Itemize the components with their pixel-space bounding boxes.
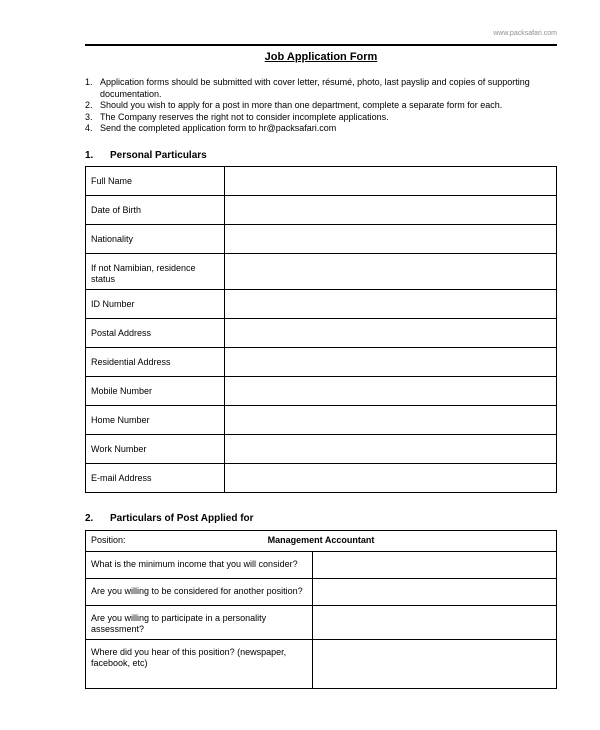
header-rule bbox=[85, 44, 557, 46]
table-row bbox=[86, 605, 556, 639]
instruction-text: Application forms should be submitted with cover letter, résumé, photo, last payslip and copies of supporting documentation. bbox=[100, 77, 530, 99]
personal-particulars-table bbox=[85, 166, 557, 493]
instruction-text: Send the completed application form to hr@packsafari.com bbox=[100, 123, 337, 133]
post-applied-table bbox=[85, 530, 557, 689]
website-url: www.packsafari.com bbox=[493, 30, 557, 37]
section-number: 1. bbox=[85, 150, 94, 161]
table-row bbox=[86, 551, 556, 578]
field-input-area[interactable] bbox=[225, 167, 556, 195]
field-input-area[interactable] bbox=[225, 377, 556, 405]
section-title: Particulars of Post Applied for bbox=[110, 513, 254, 524]
field-label: What is the minimum income that you will consider? bbox=[86, 552, 313, 578]
field-input-area[interactable] bbox=[313, 552, 556, 578]
section-2-heading bbox=[85, 513, 254, 524]
table-row bbox=[86, 253, 556, 289]
field-input-area[interactable] bbox=[225, 464, 556, 492]
field-label: Full Name bbox=[86, 167, 225, 195]
field-input-area[interactable] bbox=[225, 290, 556, 318]
section-number: 2. bbox=[85, 513, 94, 524]
table-row bbox=[86, 376, 556, 405]
table-row bbox=[86, 318, 556, 347]
table-row bbox=[86, 463, 556, 492]
instruction-text: Should you wish to apply for a post in more than one department, complete a separate form for each. bbox=[100, 100, 503, 110]
instruction-number: 4. bbox=[85, 123, 93, 133]
table-row bbox=[86, 578, 556, 605]
field-label: Are you willing to participate in a personality assessment? bbox=[86, 606, 313, 639]
field-label: E-mail Address bbox=[86, 464, 225, 492]
field-label: Mobile Number bbox=[86, 377, 225, 405]
field-input-area[interactable] bbox=[313, 640, 556, 688]
field-input-area[interactable] bbox=[225, 196, 556, 224]
table-row bbox=[86, 347, 556, 376]
table-row bbox=[86, 289, 556, 318]
field-input-area[interactable] bbox=[313, 579, 556, 605]
field-label: Where did you hear of this position? (newspaper, facebook, etc) bbox=[86, 640, 313, 688]
position-label: Position: bbox=[91, 535, 126, 545]
field-label: Residential Address bbox=[86, 348, 225, 376]
field-input-area[interactable] bbox=[225, 435, 556, 463]
section-title: Personal Particulars bbox=[110, 150, 207, 161]
instruction-item bbox=[85, 100, 557, 112]
field-input-area[interactable] bbox=[313, 606, 556, 639]
section-1-heading bbox=[85, 150, 207, 161]
instruction-number: 1. bbox=[85, 77, 93, 87]
instruction-text: The Company reserves the right not to consider incomplete applications. bbox=[100, 111, 389, 122]
table-row bbox=[86, 405, 556, 434]
field-input-area[interactable] bbox=[225, 319, 556, 347]
field-label: Postal Address bbox=[86, 319, 225, 347]
field-input-area[interactable] bbox=[225, 254, 556, 289]
field-label: ID Number bbox=[86, 290, 225, 318]
instruction-item bbox=[85, 77, 557, 100]
field-label: If not Namibian, residence status bbox=[86, 254, 225, 289]
field-input-area[interactable] bbox=[225, 348, 556, 376]
field-input-area[interactable] bbox=[225, 225, 556, 253]
position-value: Management Accountant bbox=[267, 535, 375, 545]
table-row bbox=[86, 195, 556, 224]
field-label: Nationality bbox=[86, 225, 225, 253]
instruction-item bbox=[85, 123, 557, 135]
table-row bbox=[86, 434, 556, 463]
table-row bbox=[86, 639, 556, 688]
instructions-list bbox=[85, 77, 557, 135]
field-input-area[interactable] bbox=[225, 406, 556, 434]
position-row bbox=[86, 531, 556, 551]
instruction-number: 3. bbox=[85, 111, 93, 122]
document-title: Job Application Form bbox=[264, 51, 378, 63]
instruction-number: 2. bbox=[85, 100, 93, 110]
field-label: Date of Birth bbox=[86, 196, 225, 224]
table-row bbox=[86, 167, 556, 195]
table-row bbox=[86, 224, 556, 253]
field-label: Are you willing to be considered for another position? bbox=[86, 579, 313, 605]
field-label: Work Number bbox=[86, 435, 225, 463]
instruction-item bbox=[85, 112, 557, 124]
field-label: Home Number bbox=[86, 406, 225, 434]
